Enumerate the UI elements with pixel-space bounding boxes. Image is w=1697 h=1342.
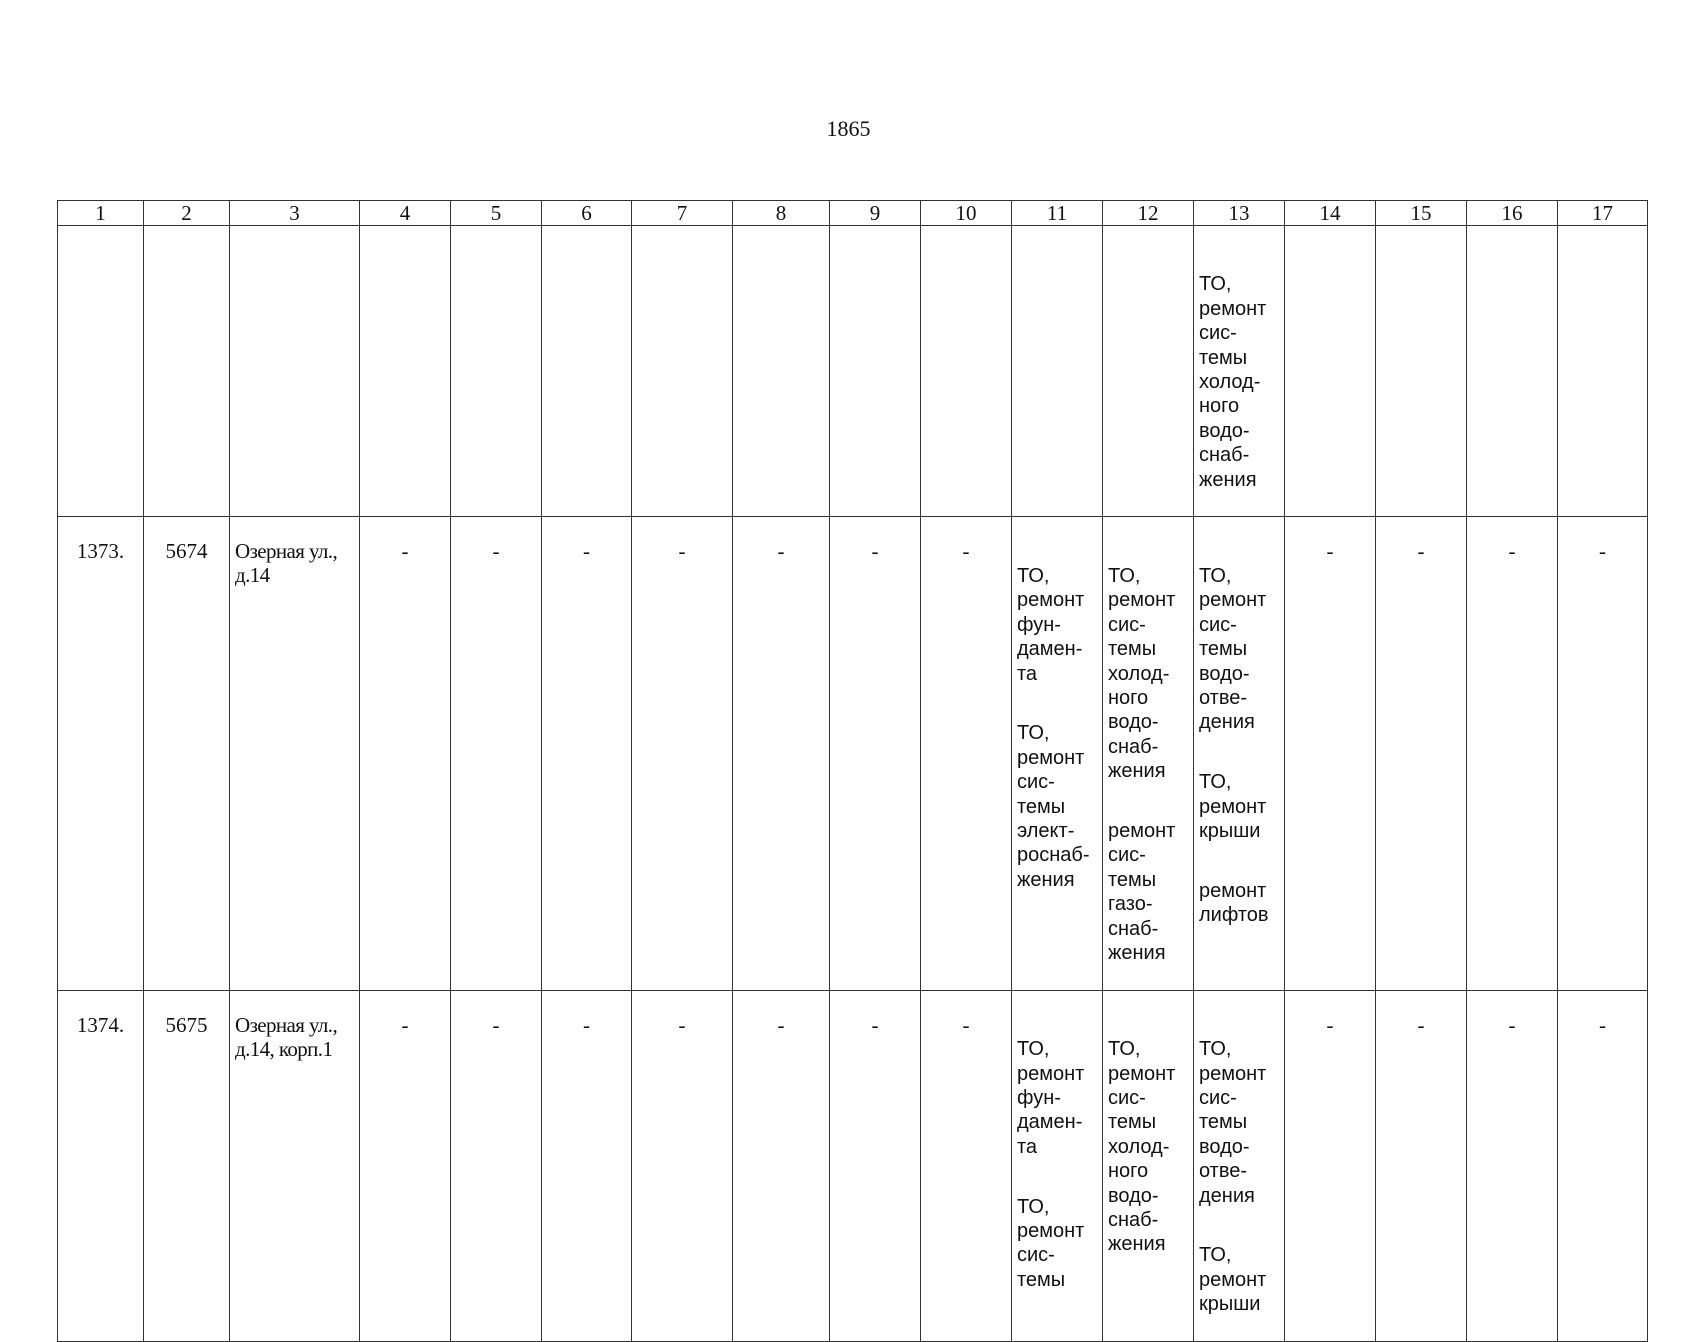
work-item: ТО, ремонт фун- дамен- та xyxy=(1017,1038,1085,1158)
column-header: 13 xyxy=(1194,201,1285,226)
column-header: 6 xyxy=(542,201,632,226)
value-cell: - xyxy=(542,990,632,1341)
work-item: ТО, ремонт крыши xyxy=(1199,771,1267,842)
value-cell: - xyxy=(921,990,1012,1341)
value-cell xyxy=(830,226,921,517)
table-row xyxy=(58,990,1648,1341)
value-cell: - xyxy=(733,990,830,1341)
value-cell: - xyxy=(542,517,632,990)
object-address: Озерная ул., д.14, корп.1 xyxy=(230,990,360,1341)
value-cell xyxy=(632,226,733,517)
table-row xyxy=(58,226,1648,517)
column-header: 1 xyxy=(58,201,144,226)
work-item: ТО, ремонт сис- темы водо- отве- дения xyxy=(1199,1038,1267,1207)
column-header: 9 xyxy=(830,201,921,226)
row-number xyxy=(58,226,144,517)
value-cell: - xyxy=(1376,517,1467,990)
row-number: 1374. xyxy=(58,990,144,1341)
value-cell: - xyxy=(830,990,921,1341)
table-header-row xyxy=(58,201,1648,226)
column-header: 2 xyxy=(144,201,230,226)
value-cell: - xyxy=(921,517,1012,990)
value-cell: - xyxy=(733,517,830,990)
works-col-13 xyxy=(1194,990,1285,1341)
value-cell xyxy=(542,226,632,517)
work-item: ТО, ремонт сис- темы холод- ного водо- снаб- жения xyxy=(1199,273,1267,491)
column-header: 12 xyxy=(1103,201,1194,226)
value-cell xyxy=(1376,226,1467,517)
value-cell: - xyxy=(1285,517,1376,990)
value-cell: - xyxy=(632,990,733,1341)
column-header: 3 xyxy=(230,201,360,226)
work-item: ремонт лифтов xyxy=(1199,879,1269,927)
column-header: 7 xyxy=(632,201,733,226)
value-cell: - xyxy=(360,517,451,990)
column-header: 8 xyxy=(733,201,830,226)
object-code: 5675 xyxy=(144,990,230,1341)
value-cell: - xyxy=(1558,517,1648,990)
value-cell xyxy=(1285,226,1376,517)
works-col-12 xyxy=(1103,517,1194,990)
work-item: ТО, ремонт сис- темы xyxy=(1017,1195,1085,1291)
column-header: 14 xyxy=(1285,201,1376,226)
column-header: 17 xyxy=(1558,201,1648,226)
work-item: ТО, ремонт фун- дамен- та xyxy=(1017,564,1085,685)
value-cell: - xyxy=(1558,990,1648,1341)
work-item: ТО, ремонт сис- темы холод- ного водо- снаб- жения xyxy=(1108,1038,1176,1256)
column-header: 15 xyxy=(1376,201,1467,226)
column-header: 4 xyxy=(360,201,451,226)
object-code xyxy=(144,226,230,517)
value-cell: - xyxy=(632,517,733,990)
works-table xyxy=(57,200,1648,1342)
column-header: 5 xyxy=(451,201,542,226)
works-col-12 xyxy=(1103,226,1194,517)
works-col-13 xyxy=(1194,517,1285,990)
work-item: ТО, ремонт сис- темы элект- роснаб- жения xyxy=(1017,722,1090,891)
column-header: 10 xyxy=(921,201,1012,226)
value-cell: - xyxy=(830,517,921,990)
work-item: ТО, ремонт крыши xyxy=(1199,1244,1267,1316)
value-cell: - xyxy=(1467,517,1558,990)
object-code: 5674 xyxy=(144,517,230,990)
work-item: ТО, ремонт сис- темы водо- отве- дения xyxy=(1199,564,1267,734)
value-cell xyxy=(1467,226,1558,517)
value-cell: - xyxy=(360,990,451,1341)
value-cell xyxy=(733,226,830,517)
value-cell xyxy=(1558,226,1648,517)
value-cell: - xyxy=(451,517,542,990)
works-col-11 xyxy=(1012,226,1103,517)
works-col-12 xyxy=(1103,990,1194,1341)
work-item: ТО, ремонт сис- темы холод- ного водо- снаб- жения xyxy=(1108,564,1176,783)
row-number: 1373. xyxy=(58,517,144,990)
work-item: ремонт сис- темы газо- снаб- жения xyxy=(1108,819,1176,964)
value-cell xyxy=(360,226,451,517)
page-number: 1865 xyxy=(826,116,871,141)
value-cell: - xyxy=(451,990,542,1341)
works-col-11 xyxy=(1012,517,1103,990)
value-cell: - xyxy=(1376,990,1467,1341)
value-cell: - xyxy=(1467,990,1558,1341)
works-col-11 xyxy=(1012,990,1103,1341)
value-cell: - xyxy=(1285,990,1376,1341)
value-cell xyxy=(921,226,1012,517)
object-address xyxy=(230,226,360,517)
works-col-13 xyxy=(1194,226,1285,517)
value-cell xyxy=(451,226,542,517)
object-address: Озерная ул., д.14 xyxy=(230,517,360,990)
column-header: 16 xyxy=(1467,201,1558,226)
table-row xyxy=(58,517,1648,990)
column-header: 11 xyxy=(1012,201,1103,226)
